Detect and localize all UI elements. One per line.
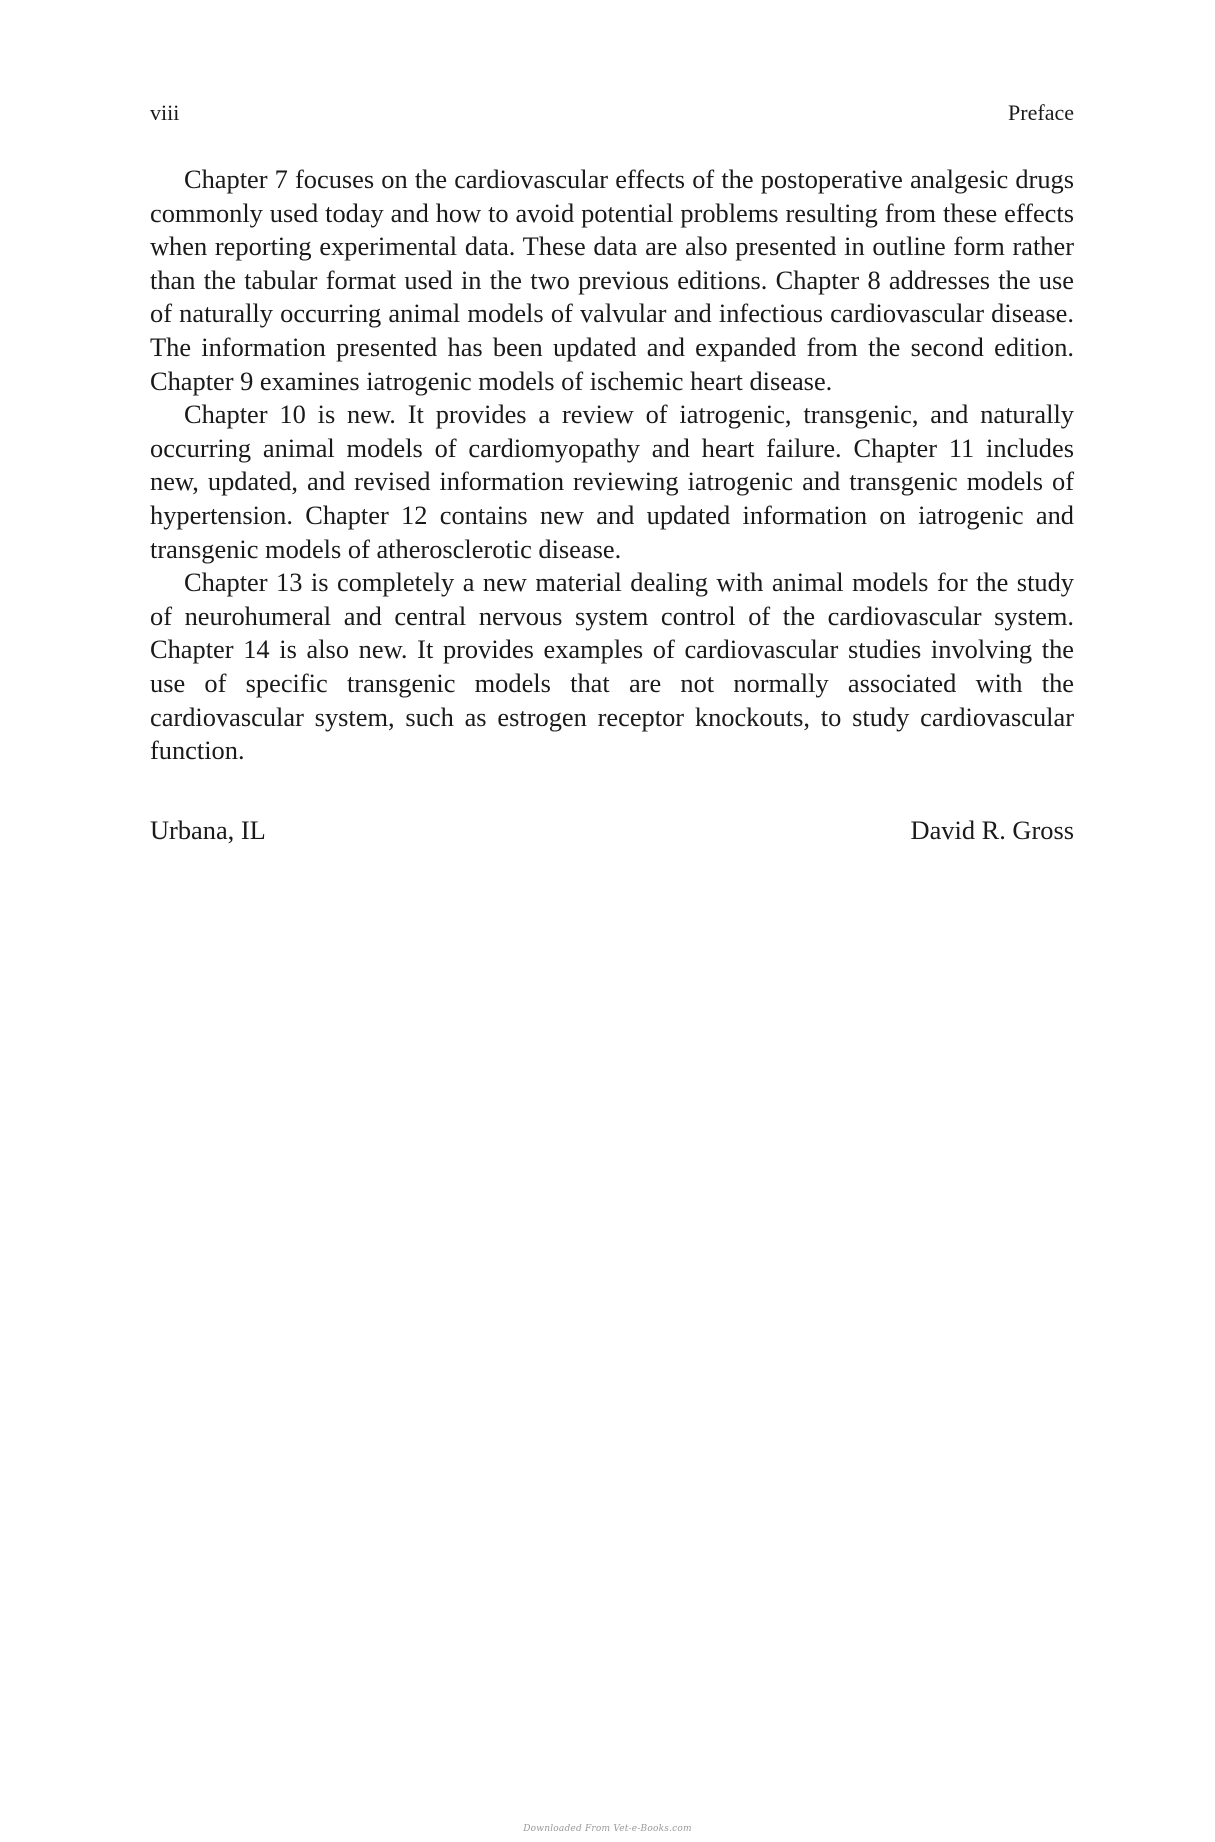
paragraph: Chapter 13 is completely a new material dealing with animal models for the study of neurohumeral and central nervous system control of the cardiovascular system. Chapter 14 is also new. It provides examples of cardiovascular studies involving the use of specific transgenic models that are not normally associated with the cardiovascular system, such as estrogen receptor knockouts, to study cardiovascular function.: [150, 567, 1074, 766]
preface-body: [150, 163, 1074, 768]
signature-line: [150, 814, 1074, 848]
section-title: Preface: [1008, 100, 1074, 125]
document-page: [150, 0, 1074, 1842]
running-head: [150, 98, 1074, 128]
paragraph: Chapter 7 focuses on the cardiovascular effects of the postoperative analgesic drugs commonly used today and how to avoid potential problems resulting from these effects when reporting experimental data. These data are also presented in outline form rather than the tabular format used in the two previous editions. Chapter 8 addresses the use of naturally occurring animal models of valvular and infectious cardiovascular disease. The information presented has been updated and expanded from the second edition. Chapter 9 examines iatrogenic models of ischemic heart disease.: [150, 164, 1074, 396]
signature-location: Urbana, IL: [150, 815, 266, 845]
paragraph: Chapter 10 is new. It provides a review of iatrogenic, transgenic, and naturally occurring animal models of cardiomyopathy and heart failure. Chapter 11 includes new, updated, and revised information reviewing iatrogenic and transgenic models of hypertension. Chapter 12 contains new and updated information on iatrogenic and transgenic models of atherosclerotic disease.: [150, 399, 1074, 564]
signature-author: David R. Gross: [910, 815, 1074, 845]
footer-watermark: Downloaded From Vet-e-Books.com: [523, 1824, 692, 1834]
page-number: viii: [150, 100, 180, 125]
